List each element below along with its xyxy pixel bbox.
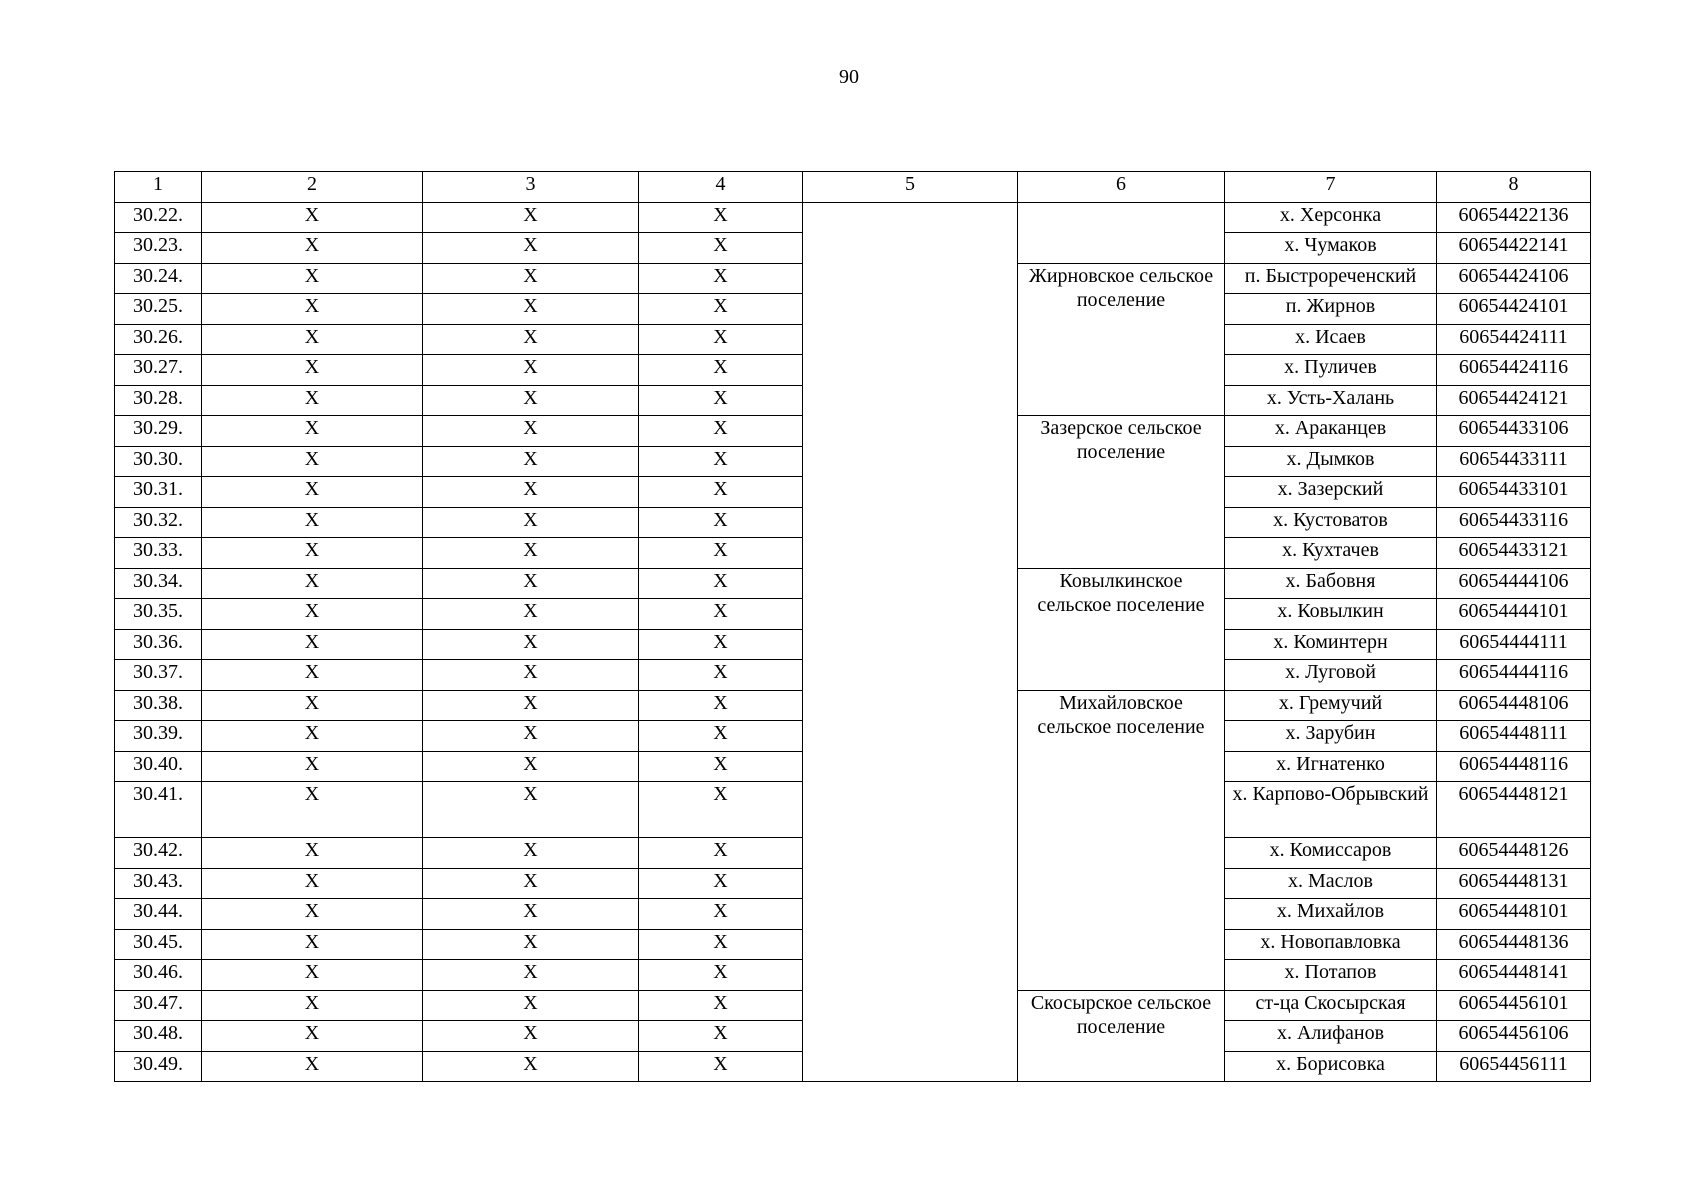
row-number: 30.35. xyxy=(115,599,202,630)
header-cell: 3 xyxy=(423,172,639,203)
locality-cell: х. Новопавловка xyxy=(1225,929,1437,960)
header-row xyxy=(115,172,1591,203)
mark-cell: X xyxy=(639,477,803,508)
row-number: 30.47. xyxy=(115,990,202,1021)
locality-cell: х. Ковылкин xyxy=(1225,599,1437,630)
mark-cell: X xyxy=(423,990,639,1021)
mark-cell: X xyxy=(639,960,803,991)
mark-cell: X xyxy=(423,477,639,508)
row-number: 30.43. xyxy=(115,868,202,899)
mark-cell: X xyxy=(639,202,803,233)
mark-cell: X xyxy=(202,263,423,294)
mark-cell: X xyxy=(639,929,803,960)
row-number: 30.30. xyxy=(115,446,202,477)
oktmo-code: 60654424116 xyxy=(1437,355,1591,386)
settlement-cell: Михайловское сельское поселение xyxy=(1018,690,1225,990)
oktmo-code: 60654424121 xyxy=(1437,385,1591,416)
settlement-cell: Жирновское сельское поселение xyxy=(1018,263,1225,416)
mark-cell: X xyxy=(202,416,423,447)
mark-cell: X xyxy=(202,660,423,691)
column-5-cell xyxy=(803,202,1018,1082)
oktmo-code: 60654448116 xyxy=(1437,751,1591,782)
locality-cell: х. Пуличев xyxy=(1225,355,1437,386)
mark-cell: X xyxy=(423,385,639,416)
data-table xyxy=(114,171,1591,1082)
oktmo-code: 60654444116 xyxy=(1437,660,1591,691)
locality-cell: х. Коминтерн xyxy=(1225,629,1437,660)
mark-cell: X xyxy=(639,599,803,630)
mark-cell: X xyxy=(639,1051,803,1082)
mark-cell: X xyxy=(423,416,639,447)
mark-cell: X xyxy=(202,751,423,782)
mark-cell: X xyxy=(202,568,423,599)
oktmo-code: 60654448101 xyxy=(1437,899,1591,930)
mark-cell: X xyxy=(423,1051,639,1082)
oktmo-code: 60654444106 xyxy=(1437,568,1591,599)
mark-cell: X xyxy=(639,416,803,447)
header-cell: 5 xyxy=(803,172,1018,203)
oktmo-code: 60654433106 xyxy=(1437,416,1591,447)
row-number: 30.45. xyxy=(115,929,202,960)
mark-cell: X xyxy=(639,721,803,752)
locality-cell: х. Луговой xyxy=(1225,660,1437,691)
mark-cell: X xyxy=(423,233,639,264)
oktmo-code: 60654448141 xyxy=(1437,960,1591,991)
page-number: 90 xyxy=(839,66,859,88)
mark-cell: X xyxy=(423,507,639,538)
mark-cell: X xyxy=(639,446,803,477)
locality-cell: х. Кухтачев xyxy=(1225,538,1437,569)
settlement-cell: Ковылкинское сельское поселение xyxy=(1018,568,1225,690)
locality-cell: х. Дымков xyxy=(1225,446,1437,477)
locality-cell: х. Михайлов xyxy=(1225,899,1437,930)
oktmo-code: 60654448131 xyxy=(1437,868,1591,899)
oktmo-code: 60654444111 xyxy=(1437,629,1591,660)
locality-cell: х. Зарубин xyxy=(1225,721,1437,752)
mark-cell: X xyxy=(639,629,803,660)
row-number: 30.46. xyxy=(115,960,202,991)
mark-cell: X xyxy=(202,838,423,869)
locality-cell: п. Жирнов xyxy=(1225,294,1437,325)
mark-cell: X xyxy=(423,929,639,960)
row-number: 30.26. xyxy=(115,324,202,355)
mark-cell: X xyxy=(202,629,423,660)
row-number: 30.33. xyxy=(115,538,202,569)
mark-cell: X xyxy=(423,782,639,838)
row-number: 30.38. xyxy=(115,690,202,721)
settlement-cell: Скосырское сельское поселение xyxy=(1018,990,1225,1082)
locality-cell: х. Бабовня xyxy=(1225,568,1437,599)
mark-cell: X xyxy=(202,1051,423,1082)
row-number: 30.48. xyxy=(115,1021,202,1052)
mark-cell: X xyxy=(639,660,803,691)
row-number: 30.22. xyxy=(115,202,202,233)
locality-cell: х. Борисовка xyxy=(1225,1051,1437,1082)
mark-cell: X xyxy=(639,538,803,569)
row-number: 30.29. xyxy=(115,416,202,447)
mark-cell: X xyxy=(202,599,423,630)
mark-cell: X xyxy=(202,294,423,325)
settlement-cell: Зазерское сельское поселение xyxy=(1018,416,1225,569)
locality-cell: х. Комиссаров xyxy=(1225,838,1437,869)
mark-cell: X xyxy=(423,868,639,899)
row-number: 30.42. xyxy=(115,838,202,869)
oktmo-code: 60654448136 xyxy=(1437,929,1591,960)
row-number: 30.23. xyxy=(115,233,202,264)
mark-cell: X xyxy=(202,990,423,1021)
locality-cell: х. Карпово-Обрывский xyxy=(1225,782,1437,838)
oktmo-code: 60654433116 xyxy=(1437,507,1591,538)
header-cell: 4 xyxy=(639,172,803,203)
mark-cell: X xyxy=(639,1021,803,1052)
oktmo-code: 60654422136 xyxy=(1437,202,1591,233)
table-row xyxy=(115,202,1591,233)
mark-cell: X xyxy=(423,294,639,325)
locality-cell: х. Исаев xyxy=(1225,324,1437,355)
mark-cell: X xyxy=(202,782,423,838)
row-number: 30.24. xyxy=(115,263,202,294)
locality-cell: х. Зазерский xyxy=(1225,477,1437,508)
oktmo-code: 60654433101 xyxy=(1437,477,1591,508)
oktmo-code: 60654424111 xyxy=(1437,324,1591,355)
mark-cell: X xyxy=(639,324,803,355)
mark-cell: X xyxy=(639,838,803,869)
oktmo-code: 60654448126 xyxy=(1437,838,1591,869)
mark-cell: X xyxy=(639,690,803,721)
row-number: 30.49. xyxy=(115,1051,202,1082)
mark-cell: X xyxy=(423,355,639,386)
mark-cell: X xyxy=(639,751,803,782)
mark-cell: X xyxy=(202,690,423,721)
mark-cell: X xyxy=(423,538,639,569)
row-number: 30.44. xyxy=(115,899,202,930)
mark-cell: X xyxy=(202,477,423,508)
oktmo-code: 60654433121 xyxy=(1437,538,1591,569)
mark-cell: X xyxy=(423,568,639,599)
mark-cell: X xyxy=(639,899,803,930)
mark-cell: X xyxy=(202,721,423,752)
mark-cell: X xyxy=(202,446,423,477)
mark-cell: X xyxy=(639,294,803,325)
locality-cell: х. Чумаков xyxy=(1225,233,1437,264)
header-cell: 7 xyxy=(1225,172,1437,203)
mark-cell: X xyxy=(423,202,639,233)
mark-cell: X xyxy=(423,960,639,991)
locality-cell: ст-ца Скосырская xyxy=(1225,990,1437,1021)
mark-cell: X xyxy=(639,263,803,294)
header-cell: 8 xyxy=(1437,172,1591,203)
locality-cell: х. Усть-Халань xyxy=(1225,385,1437,416)
header-cell: 6 xyxy=(1018,172,1225,203)
mark-cell: X xyxy=(202,899,423,930)
mark-cell: X xyxy=(202,1021,423,1052)
oktmo-code: 60654424106 xyxy=(1437,263,1591,294)
settlement-cell xyxy=(1018,202,1225,263)
oktmo-code: 60654424101 xyxy=(1437,294,1591,325)
locality-cell: п. Быстрореченский xyxy=(1225,263,1437,294)
oktmo-code: 60654456106 xyxy=(1437,1021,1591,1052)
mark-cell: X xyxy=(423,721,639,752)
oktmo-code: 60654448106 xyxy=(1437,690,1591,721)
row-number: 30.39. xyxy=(115,721,202,752)
mark-cell: X xyxy=(202,202,423,233)
mark-cell: X xyxy=(423,1021,639,1052)
mark-cell: X xyxy=(202,507,423,538)
row-number: 30.28. xyxy=(115,385,202,416)
row-number: 30.36. xyxy=(115,629,202,660)
oktmo-code: 60654433111 xyxy=(1437,446,1591,477)
row-number: 30.37. xyxy=(115,660,202,691)
mark-cell: X xyxy=(202,385,423,416)
mark-cell: X xyxy=(202,355,423,386)
locality-cell: х. Кустоватов xyxy=(1225,507,1437,538)
mark-cell: X xyxy=(423,899,639,930)
mark-cell: X xyxy=(202,929,423,960)
mark-cell: X xyxy=(423,838,639,869)
mark-cell: X xyxy=(423,751,639,782)
row-number: 30.27. xyxy=(115,355,202,386)
row-number: 30.41. xyxy=(115,782,202,838)
mark-cell: X xyxy=(423,599,639,630)
mark-cell: X xyxy=(423,660,639,691)
mark-cell: X xyxy=(639,385,803,416)
mark-cell: X xyxy=(423,629,639,660)
mark-cell: X xyxy=(639,868,803,899)
mark-cell: X xyxy=(639,568,803,599)
header-cell: 2 xyxy=(202,172,423,203)
mark-cell: X xyxy=(423,324,639,355)
locality-cell: х. Потапов xyxy=(1225,960,1437,991)
locality-cell: х. Маслов xyxy=(1225,868,1437,899)
oktmo-code: 60654448111 xyxy=(1437,721,1591,752)
oktmo-code: 60654448121 xyxy=(1437,782,1591,838)
mark-cell: X xyxy=(639,990,803,1021)
locality-cell: х. Херсонка xyxy=(1225,202,1437,233)
row-number: 30.31. xyxy=(115,477,202,508)
row-number: 30.25. xyxy=(115,294,202,325)
oktmo-code: 60654456111 xyxy=(1437,1051,1591,1082)
mark-cell: X xyxy=(202,960,423,991)
oktmo-code: 60654422141 xyxy=(1437,233,1591,264)
row-number: 30.32. xyxy=(115,507,202,538)
mark-cell: X xyxy=(202,324,423,355)
mark-cell: X xyxy=(639,782,803,838)
mark-cell: X xyxy=(202,868,423,899)
mark-cell: X xyxy=(423,690,639,721)
locality-cell: х. Игнатенко xyxy=(1225,751,1437,782)
header-cell: 1 xyxy=(115,172,202,203)
mark-cell: X xyxy=(639,233,803,264)
locality-cell: х. Гремучий xyxy=(1225,690,1437,721)
row-number: 30.40. xyxy=(115,751,202,782)
mark-cell: X xyxy=(423,263,639,294)
mark-cell: X xyxy=(423,446,639,477)
mark-cell: X xyxy=(202,233,423,264)
locality-cell: х. Алифанов xyxy=(1225,1021,1437,1052)
mark-cell: X xyxy=(639,355,803,386)
mark-cell: X xyxy=(202,538,423,569)
mark-cell: X xyxy=(639,507,803,538)
oktmo-code: 60654444101 xyxy=(1437,599,1591,630)
oktmo-code: 60654456101 xyxy=(1437,990,1591,1021)
locality-cell: х. Араканцев xyxy=(1225,416,1437,447)
row-number: 30.34. xyxy=(115,568,202,599)
